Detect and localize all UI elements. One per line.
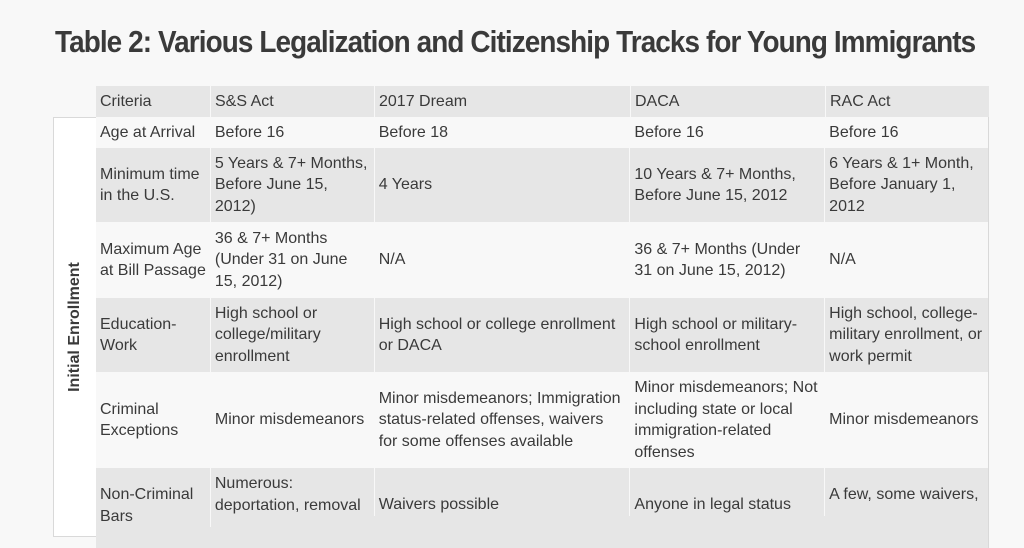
row-criteria: Non-Criminal Bars (96, 468, 211, 527)
cell-daca: 10 Years & 7+ Months, Before June 15, 2012 (630, 148, 825, 222)
cell-2017-dream: Minor misdemeanors; Immigration status-related offenses, waivers for some offenses available (375, 372, 631, 468)
header-rac-act: RAC Act (830, 92, 891, 110)
cell-rac-act: A few, some waivers, (829, 486, 979, 503)
header-2017-dream: 2017 Dream (375, 86, 631, 117)
cell-daca: High school or military-school enrollment (630, 298, 825, 372)
cell-ss-act: Numerous: deportation, removal (211, 468, 375, 516)
table-row (96, 117, 988, 148)
cell-rac-act: Minor misdemeanors (829, 411, 979, 429)
table-row (96, 468, 988, 548)
cell-rac-act: N/A (829, 251, 856, 269)
row-criteria: Maximum Age at Bill Passage (96, 222, 211, 298)
cell-2017-dream: High school or college enrollment or DACA (375, 298, 631, 372)
cell-2017-dream: Before 18 (375, 117, 631, 148)
table-row (96, 372, 988, 468)
cell-daca: Anyone in legal status (630, 468, 825, 516)
row-criteria: Age at Arrival (96, 117, 211, 148)
table-row (96, 148, 988, 222)
table-header-row (96, 86, 989, 117)
row-criteria: Criminal Exceptions (96, 372, 211, 468)
row-criteria: Minimum time in the U.S. (96, 148, 211, 222)
header-criteria: Criteria (96, 86, 211, 117)
cell-rac-act: Before 16 (829, 123, 899, 141)
table-row (96, 222, 988, 298)
cell-ss-act: High school or college/military enrollment (211, 298, 375, 372)
cell-daca: Before 16 (630, 117, 825, 148)
cell-rac-act: High school, college-military enrollment, or work permit (829, 304, 983, 365)
group-label: Initial Enrollment (66, 262, 83, 392)
cell-daca: Minor misdemeanors; Not including state or local immigration-related offenses (630, 372, 825, 468)
group-label-cell (53, 117, 96, 537)
comparison-table (53, 86, 989, 548)
header-daca: DACA (631, 86, 826, 117)
cell-2017-dream: Waivers possible (375, 468, 631, 516)
cell-ss-act: Before 16 (211, 117, 375, 148)
header-ss-act: S&S Act (211, 86, 375, 117)
cell-ss-act: 5 Years & 7+ Months, Before June 15, 2012) (211, 148, 375, 222)
cell-2017-dream: 4 Years (375, 148, 631, 222)
cell-ss-act: Minor misdemeanors (211, 372, 375, 468)
cell-2017-dream: N/A (375, 222, 631, 298)
row-criteria: Education-Work (96, 298, 211, 372)
page-title: Table 2: Various Legalization and Citizenship Tracks for Young Immigrants (55, 24, 976, 59)
cell-daca: 36 & 7+ Months (Under 31 on June 15, 2012) (630, 222, 825, 298)
table-row (96, 298, 988, 372)
cell-rac-act: 6 Years & 1+ Month, Before January 1, 2012 (829, 154, 974, 215)
cell-ss-act: 36 & 7+ Months (Under 31 on June 15, 2012) (211, 222, 375, 298)
